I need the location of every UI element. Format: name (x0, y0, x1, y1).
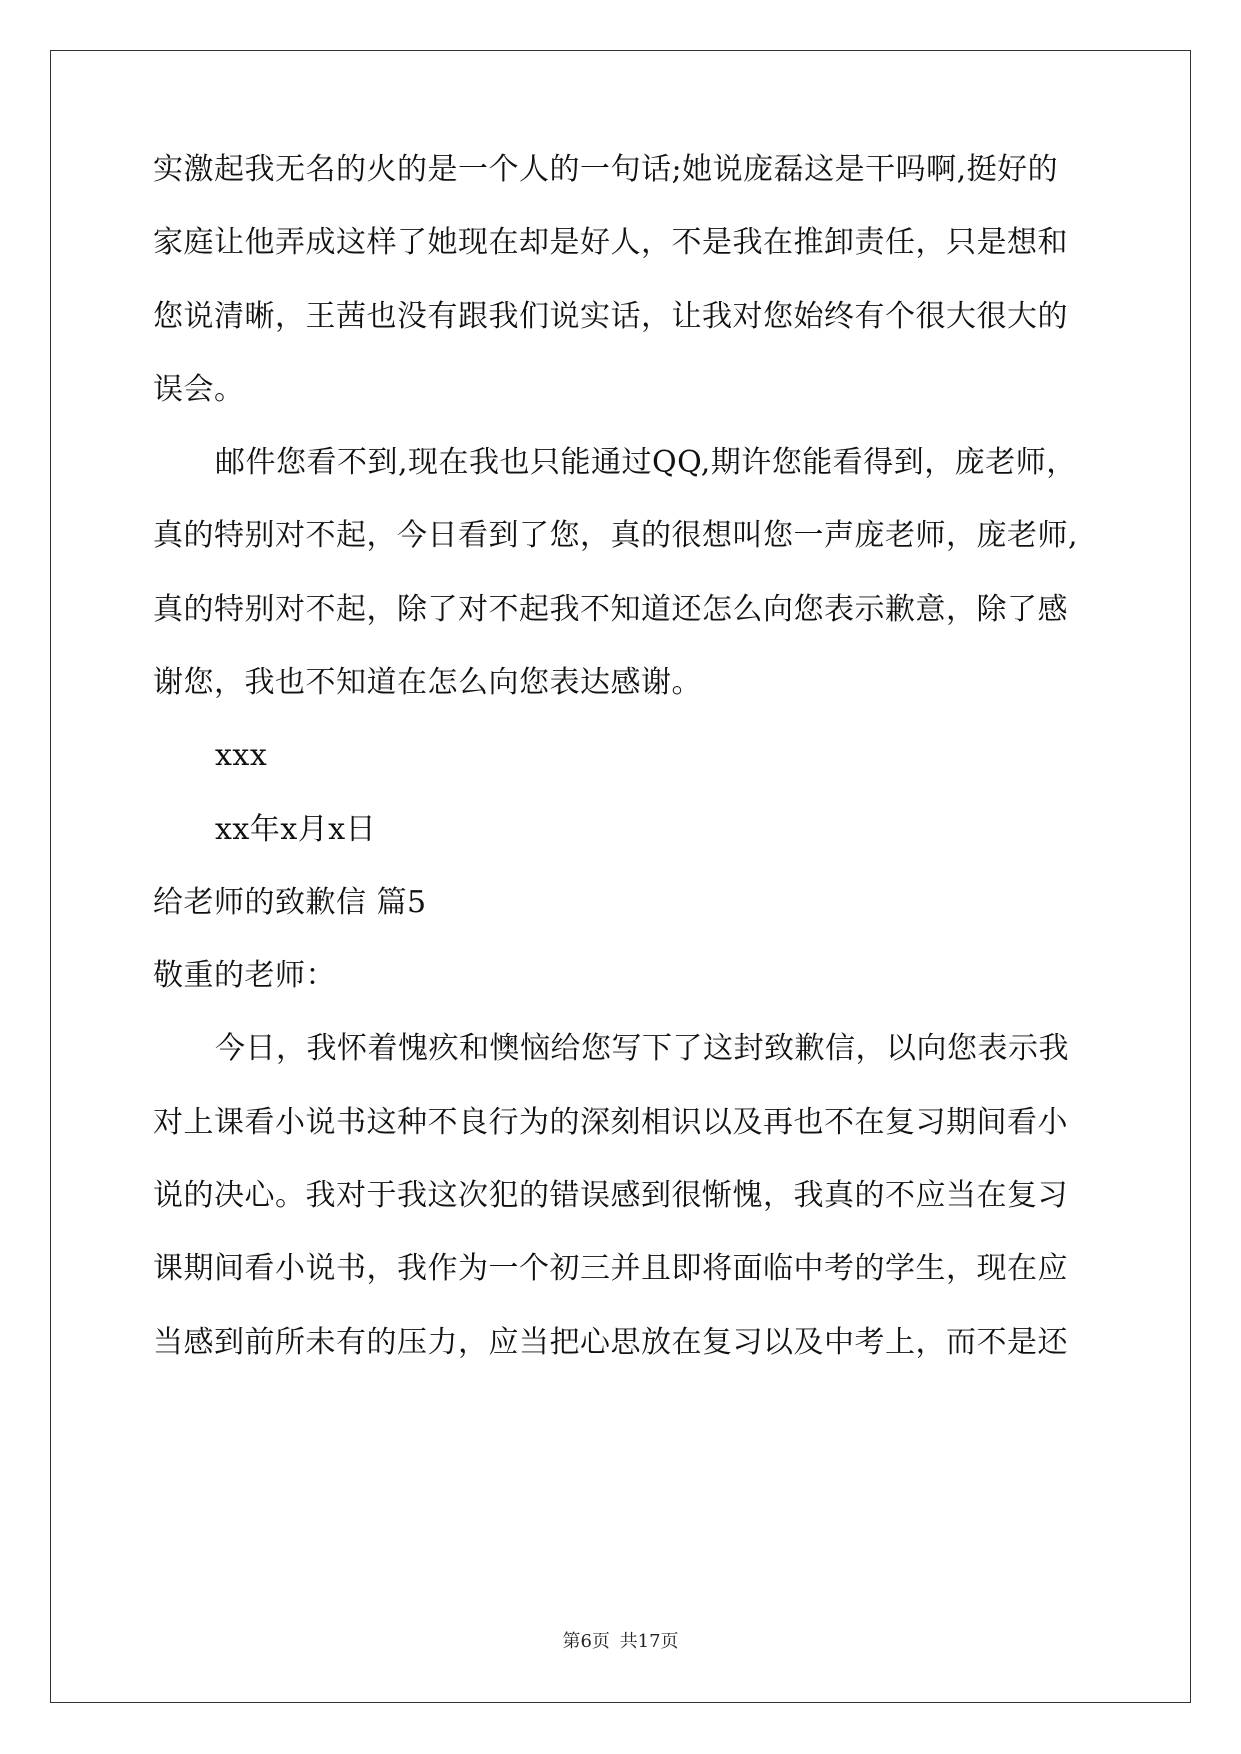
section-heading: 给老师的致歉信 篇5 (153, 885, 427, 920)
text-line: 真的特别对不起，今日看到了您，真的很想叫您一声庞老师，庞老师, (153, 518, 1079, 553)
salutation: 敬重的老师： (153, 958, 336, 993)
text-line: 谢您，我也不知道在怎么向您表达感谢。 (153, 665, 702, 700)
text-line: 当感到前所未有的压力，应当把心思放在复习以及中考上，而不是还 (153, 1325, 1068, 1360)
page-total: 共17页 (619, 1631, 679, 1652)
page-number: 第6页 (562, 1631, 610, 1652)
text-line: 对上课看小说书这种不良行为的深刻相识以及再也不在复习期间看小 (153, 1105, 1068, 1140)
text-line: 实激起我无名的火的是一个人的一句话;她说庞磊这是干吗啊,挺好的 (153, 152, 1059, 187)
text-line: 说的决心。我对于我这次犯的错误感到很惭愧，我真的不应当在复习 (153, 1178, 1068, 1213)
text-line: 真的特别对不起，除了对不起我不知道还怎么向您表示歉意，除了感 (153, 592, 1068, 627)
text-line: 邮件您看不到,现在我也只能通过QQ,期许您能看得到，庞老师， (215, 445, 1077, 480)
text-line: 误会。 (153, 372, 245, 407)
text-line: 您说清晰，王茜也没有跟我们说实话，让我对您始终有个很大很大的 (153, 299, 1068, 334)
text-line: 今日，我怀着愧疚和懊恼给您写下了这封致歉信，以向您表示我 (215, 1031, 1069, 1066)
signature-date: xx年x月x日 (215, 812, 377, 847)
text-line: 课期间看小说书，我作为一个初三并且即将面临中考的学生，现在应 (153, 1251, 1068, 1286)
signature-name: xxx (215, 738, 268, 773)
page-footer (0, 1630, 1241, 1654)
text-line: 家庭让他弄成这样了她现在却是好人，不是我在推卸责任，只是想和 (153, 225, 1068, 260)
